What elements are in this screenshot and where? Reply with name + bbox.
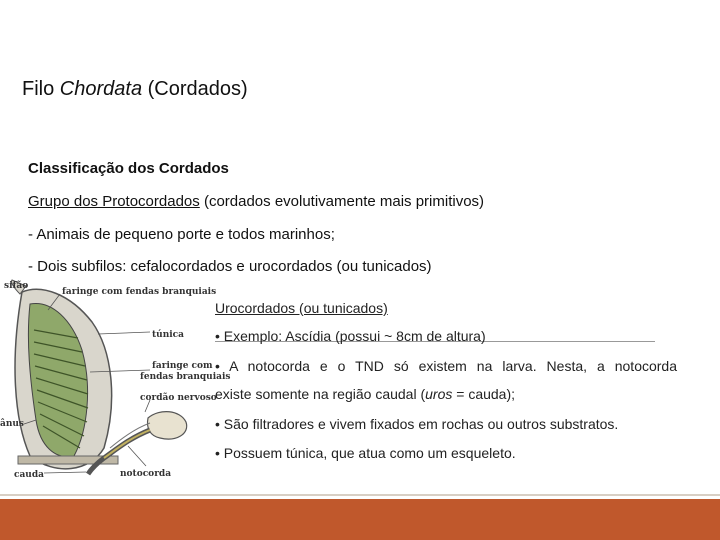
urochordata-title: Urocordados (ou tunicados) xyxy=(215,300,388,316)
label-faringe-com: faringe com xyxy=(152,361,213,371)
uro-filter-feeders: • São filtradores e vivem fixados em rochas ou outros substratos. xyxy=(215,416,619,432)
classification-heading: Classificação dos Cordados xyxy=(28,160,229,177)
uro-tunic: • Possuem túnica, que atua como um esqueleto. xyxy=(215,445,516,461)
footer-divider xyxy=(0,494,720,496)
uro-example: • Exemplo: Ascídia (possui ~ 8cm de altura) xyxy=(215,328,486,344)
slide-title xyxy=(22,78,248,101)
group-line xyxy=(28,193,484,210)
bullet-item-1: - Animais de pequeno porte e todos marinhos; xyxy=(28,226,335,243)
footer-bar xyxy=(0,499,720,540)
label-fendas-branquiais: fendas branquiais xyxy=(140,372,231,382)
uro-nl2-a: existe somente na região caudal ( xyxy=(215,386,426,402)
label-cauda: cauda xyxy=(14,470,44,480)
label-anus: ânus xyxy=(0,419,24,429)
larva-nerve-cord xyxy=(110,423,150,448)
label-notocorda: notocorda xyxy=(120,469,172,479)
title-italic: Chordata xyxy=(59,78,143,100)
ascidian-diagram xyxy=(0,280,231,485)
group-desc: (cordados evolutivamente mais primitivos) xyxy=(199,193,485,210)
title-suffix: (Cordados) xyxy=(142,78,248,100)
title-prefix: Filo xyxy=(22,78,60,100)
label-tunica: túnica xyxy=(152,330,184,340)
uro-notochord-line1: • A notocorda e o TND só existem na larva. Nesta, a notocorda xyxy=(215,358,677,374)
label-cordao: cordão nervoso xyxy=(140,393,217,403)
label-faringe-fendas: faringe com fendas branquiais xyxy=(62,287,217,297)
label-sifao: sifão xyxy=(4,281,29,291)
group-link[interactable]: Grupo dos Protocordados xyxy=(28,193,200,210)
uro-nl2-b: = cauda); xyxy=(452,386,516,402)
larva-body xyxy=(148,412,187,439)
urochordata-section xyxy=(215,300,685,461)
uro-nl2-italic: uros xyxy=(425,386,453,402)
bullet-item-2: - Dois subfilos: cefalocordados e urocordados (ou tunicados) xyxy=(28,258,432,275)
uro-notochord-line2 xyxy=(215,386,515,402)
